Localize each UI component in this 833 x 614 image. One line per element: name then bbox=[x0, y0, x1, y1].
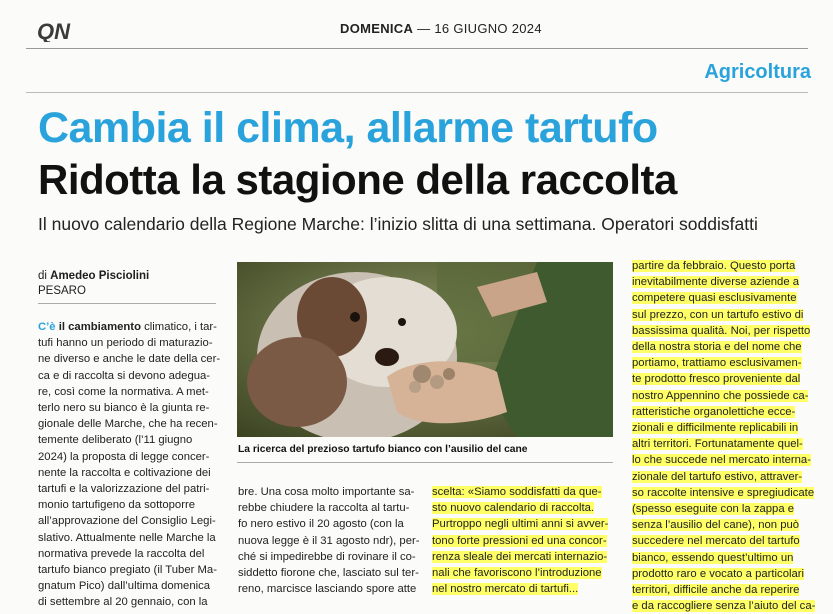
text-line bbox=[632, 598, 816, 614]
text-line bbox=[632, 517, 810, 533]
photo-caption: La ricerca del prezioso tartufo bianco con l’ausilio del cane bbox=[238, 444, 528, 455]
text-line bbox=[432, 533, 614, 549]
highlighted-text: renza sleale dei mercati internazio- bbox=[432, 550, 608, 563]
highlighted-text: nel nostro mercato di tartufi... bbox=[432, 583, 579, 596]
highlighted-text: senza l’ausilio del cane), non può bbox=[632, 519, 800, 532]
highlighted-text: te prodotto fresco proveniente dal bbox=[632, 373, 801, 386]
text-line bbox=[432, 565, 614, 581]
highlighted-text: ratteristiche organolettiche ecce- bbox=[632, 405, 796, 418]
highlighted-text: scelta: «Siamo soddisfatti da que- bbox=[432, 486, 602, 498]
highlighted-text: succedere nel mercato del tartufo bbox=[632, 535, 800, 548]
lead-rest: climatico, i tar- bbox=[140, 321, 217, 333]
caption-divider bbox=[237, 462, 613, 463]
headline: Cambia il clima, allarme tartufo bbox=[38, 104, 658, 152]
text-line bbox=[432, 581, 614, 597]
text-line bbox=[632, 404, 810, 420]
article-column-2 bbox=[238, 484, 420, 597]
text-line bbox=[632, 566, 810, 582]
text-line: tartufo bianco pregiato (il Tuber Ma- bbox=[38, 564, 217, 577]
highlighted-text: Purtroppo negli ultimi anni si avver- bbox=[432, 518, 609, 531]
text-line bbox=[632, 290, 810, 306]
text-line: ca e di raccolta si devono adegua- bbox=[38, 369, 211, 382]
headline-secondary: Ridotta la stagione della raccolta bbox=[38, 156, 677, 203]
highlighted-text: zionali e difficilmente replicabili in bbox=[632, 422, 799, 435]
text-line: ché si impedirebbe di rovinare il co- bbox=[238, 550, 416, 563]
byline-prefix: di bbox=[38, 270, 47, 282]
byline-divider bbox=[38, 303, 216, 304]
text-line bbox=[632, 436, 810, 452]
highlighted-text: lo che succede nel mercato interna- bbox=[632, 454, 811, 467]
article-column-3 bbox=[432, 484, 614, 597]
text-line: slativo. Attualmente nelle Marche la bbox=[38, 531, 216, 544]
text-line bbox=[632, 274, 810, 290]
highlighted-text: inevitabilmente diverse aziende a bbox=[632, 276, 800, 289]
lead-line bbox=[38, 319, 218, 335]
highlighted-text: e da raccogliere senza l’aiuto del ca- bbox=[632, 600, 816, 613]
text-line: ne diverso e anche le date della cer- bbox=[38, 353, 221, 366]
section-divider bbox=[26, 92, 808, 93]
text-line: rebbe chiudere la raccolta al tartu- bbox=[238, 502, 410, 515]
text-line bbox=[632, 469, 810, 485]
text-line: nuova legge è il 31 agosto ndr), per- bbox=[238, 534, 420, 547]
byline-place: PESARO bbox=[38, 285, 86, 297]
text-line: di settembre al 20 gennaio, con la bbox=[38, 596, 208, 609]
lead-dropcap: C’è bbox=[38, 321, 56, 333]
dateline-separator: — bbox=[417, 21, 431, 36]
photo-illustration bbox=[237, 262, 613, 437]
text-line: re, così come la normativa. A met- bbox=[38, 385, 209, 398]
dateline bbox=[340, 21, 542, 36]
highlighted-text: sto nuovo calendario di raccolta. bbox=[432, 502, 595, 515]
text-line: nente la raccolta e coltivazione dei bbox=[38, 466, 211, 479]
text-line bbox=[632, 307, 810, 323]
text-line: bre. Una cosa molto importante sa- bbox=[238, 486, 415, 498]
dateline-day: DOMENICA bbox=[340, 21, 414, 36]
highlighted-text: nostro Appennino che possiede ca- bbox=[632, 389, 809, 402]
text-line bbox=[632, 452, 810, 468]
text-line bbox=[432, 549, 614, 565]
dateline-date: 16 GIUGNO 2024 bbox=[434, 21, 542, 36]
highlighted-text: zionale del tartufo estivo, attraver- bbox=[632, 470, 803, 483]
highlighted-text: prodotto raro e vocato a particolari bbox=[632, 567, 805, 580]
text-line: reno, marcisce lasciando spore atte bbox=[238, 583, 417, 596]
text-line bbox=[632, 339, 810, 355]
article-column-4 bbox=[632, 258, 816, 614]
highlighted-text: bassissima qualità. Noi, per rispetto bbox=[632, 324, 811, 337]
highlighted-text: sul prezzo, con un tartufo estivo di bbox=[632, 308, 804, 321]
text-line bbox=[632, 258, 810, 274]
text-line bbox=[432, 500, 614, 516]
highlighted-text: so raccolte intensive e spregiudicate bbox=[632, 486, 815, 499]
text-line: fo nero estivo il 20 agosto (con la bbox=[238, 518, 404, 531]
highlighted-text: competere quasi esclusivamente bbox=[632, 292, 797, 305]
text-line bbox=[632, 550, 810, 566]
text-line: normativa prevede la raccolta del bbox=[38, 547, 205, 560]
text-line: terlo nero su bianco è la giunta re- bbox=[38, 402, 210, 415]
highlighted-text: bianco, essendo quest’ultimo un bbox=[632, 551, 794, 564]
text-line: all’approvazione del Consiglio Legi- bbox=[38, 515, 216, 528]
highlighted-text: portiamo, trattiamo esclusivamen- bbox=[632, 357, 802, 370]
text-line bbox=[632, 582, 810, 598]
text-line bbox=[632, 388, 810, 404]
text-line bbox=[632, 323, 810, 339]
masthead-divider bbox=[26, 48, 808, 49]
lead-bold: il cambiamento bbox=[55, 321, 141, 333]
highlighted-text: territori, difficile anche da reperire bbox=[632, 584, 800, 597]
highlighted-text: partire da febbraio. Questo porta bbox=[632, 260, 796, 272]
text-line: monio tartufigeno da sottoporre bbox=[38, 499, 195, 512]
article-column-1 bbox=[38, 319, 221, 611]
byline-author: Amedeo Pisciolini bbox=[50, 270, 150, 282]
subtitle: Il nuovo calendario della Regione Marche: l’inizio slitta di una settimana. Operatori soddisfatti bbox=[38, 214, 758, 234]
byline bbox=[38, 269, 149, 299]
text-line: tartufi e la valorizzazione del patri- bbox=[38, 483, 210, 496]
highlighted-text: (spesso eseguite con la zappa e bbox=[632, 503, 795, 516]
text-line bbox=[632, 371, 810, 387]
text-line bbox=[432, 516, 614, 532]
text-line bbox=[632, 485, 815, 501]
section-label: Agricoltura bbox=[704, 61, 811, 83]
highlighted-text: nali che favoriscono l’introduzione bbox=[432, 567, 602, 580]
newspaper-logo bbox=[37, 20, 81, 42]
text-line: gnatum Pico) dall’ultima domenica bbox=[38, 580, 211, 593]
text-line bbox=[632, 533, 810, 549]
text-line: gionale delle Marche, che ha recen- bbox=[38, 418, 218, 431]
highlighted-text: della nostra storia e del nome che bbox=[632, 341, 802, 354]
text-line bbox=[432, 484, 614, 500]
text-line: temente deliberato (l’11 giugno bbox=[38, 434, 193, 447]
text-line bbox=[632, 420, 810, 436]
highlighted-text: altri territori. Fortunatamente quel- bbox=[632, 438, 803, 451]
text-line: 2024) la proposta di legge concer- bbox=[38, 450, 210, 463]
text-line bbox=[632, 501, 810, 517]
highlighted-text: tono forte pressioni ed una concor- bbox=[432, 534, 607, 547]
column-1-lines bbox=[38, 335, 221, 610]
text-line: siddetto fiorone che, lasciato sul ter- bbox=[238, 567, 419, 580]
article-photo bbox=[237, 262, 613, 437]
text-line: tufi hanno un periodo di maturazio- bbox=[38, 337, 213, 350]
logo-text: QN bbox=[37, 20, 70, 42]
text-line bbox=[632, 355, 810, 371]
